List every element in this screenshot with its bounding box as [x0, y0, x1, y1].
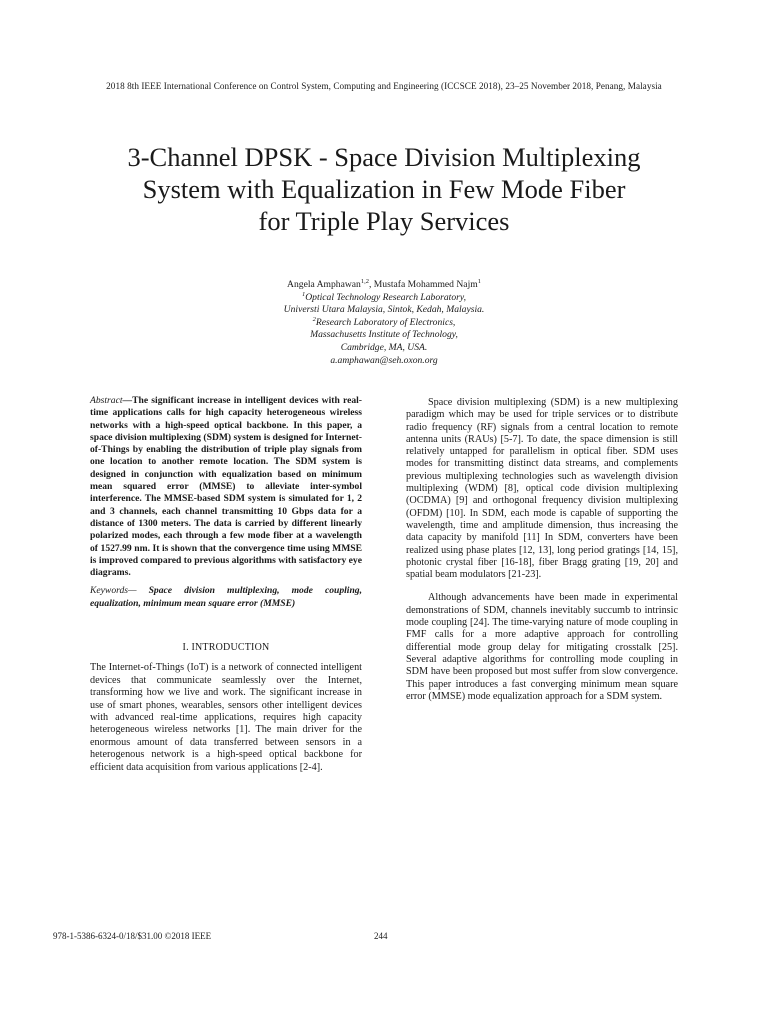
affiliation-2-line-3: Cambridge, MA, USA.	[340, 341, 428, 353]
author-2-affiliation-mark: 1	[477, 277, 481, 285]
page-number: 244	[374, 931, 388, 941]
abstract-lead: Abstract	[90, 395, 123, 406]
author-2-name: Mustafa Mohammed Najm	[373, 279, 478, 290]
paper-title	[60, 141, 708, 237]
left-column	[90, 395, 362, 774]
conference-header: 2018 8th IEEE International Conference on Control System, Computing and Engineering (ICCSCE 2018), 23–25 November 2018, Penang, Malaysia	[106, 81, 662, 91]
section-heading-introduction: I. INTRODUCTION	[182, 642, 270, 654]
introduction-paragraph-1: The Internet-of-Things (IoT) is a network of connected intelligent devices that communicate seamlessly over the Internet, transforming how we live and work. The significant increase in use of smart phones, wearables, sensors other intelligent devices with advanced real-time applications, requires high capacity heterogeneous wireless networks [1]. The main driver for the enormous amount of data transferred between sensors in a heterogenous network is a high-speed optical backbone for efficient data acquisition from various applications [2-4].	[90, 662, 362, 773]
affiliation-1-name: Optical Technology Research Laboratory,	[305, 291, 467, 303]
abstract-text: —The significant increase in intelligent devices with real-time applications calls for high capacity heterogeneous wireless networks with a high-speed optical backbone. In this paper, a space division multiplexing (SDM) system is designed for Internet-of-Things by enabling the distribution of triple play signals from one location to another remote location. The SDM system is designed in conjunction with equalization based on minimum mean squared error (MMSE) to alleviate inter-symbol interference. The MMSE-based SDM system is simulated for 1, 2 and 3 channels, each channel transmitting 10 Gbps data for a distance of 1300 meters. The data is carried by different linearly polarized modes, each through a few mode fiber at a wavelength of 1527.99 nm. It is shown that the convergence time using MMSE is improved compared to previous algorithms with satisfactory eye diagrams.	[90, 395, 362, 579]
author-1-name: Angela Amphawan	[287, 279, 361, 290]
right-column	[406, 397, 678, 703]
keywords	[90, 585, 362, 610]
title-line-3: for Triple Play Services	[258, 206, 510, 236]
affiliation-2-mark: 2	[312, 315, 316, 323]
keywords-lead: Keywords—	[90, 585, 137, 597]
author-line	[184, 279, 584, 292]
author-block	[184, 279, 584, 367]
author-email: a.amphawan@seh.oxon.org	[330, 354, 438, 366]
affiliation-2-name: Research Laboratory of Electronics,	[315, 316, 456, 328]
right-paragraph-1: Space division multiplexing (SDM) is a new multiplexing paradigm which may be used for triple services or to distribute radio frequency (RF) signals from a central location to remote antenna units (RAUs) [5-7]. To date, the space dimension is still relatively untapped for parallelism in optical fiber. SDM uses modes for transmitting distinct data streams, and complements previous multiplexing technologies such as wavelength division multiplexing (WDM) [8], optical code division multiplexing (OCDMA) [9] and orthogonal frequency division multiplexing (OFDM) [10]. In SDM, each mode is capable of supporting the wavelength, time and amplitude dimension, thus increasing the data capacity by manifold [11] In SDM, converters have been realized using phase plates [12, 13], long period gratings [14, 15], photonic crystal fiber [16-18], fiber Bragg grating [19, 20] and spatial beam modulators [21-23].	[406, 397, 678, 581]
abstract	[90, 395, 362, 579]
affiliation-1-line-2: Universti Utara Malaysia, Sintok, Kedah, Malaysia.	[283, 304, 485, 316]
title-line-1: 3-Channel DPSK - Space Division Multiplexing	[127, 142, 641, 172]
affiliation-2-line-2: Massachusetts Institute of Technology,	[310, 329, 458, 341]
copyright-footer: 978-1-5386-6324-0/18/$31.00 ©2018 IEEE	[53, 931, 212, 941]
title-line-2: System with Equalization in Few Mode Fiber	[142, 174, 626, 204]
affiliation-2-line-1	[184, 317, 584, 330]
right-paragraph-2: Although advancements have been made in experimental demonstrations of SDM, channels inevitably succumb to intrinsic mode coupling [24]. The time-varying nature of mode coupling in FMF calls for a more adaptive approach for controlling differential mode group delay for mitigating crosstalk [25]. Several adaptive algorithms for controlling mode coupling in SDM have been proposed but most suffer from slow convergence. This paper introduces a fast converging minimum mean square error (MMSE) mode equalization approach for a SDM system.	[406, 592, 678, 702]
affiliation-1-mark: 1	[301, 290, 306, 298]
author-1-affiliation-mark: 1,2	[360, 277, 369, 285]
keywords-text: Space division multiplexing, mode coupling, equalization, minimum mean square error (MMSE)	[90, 585, 362, 609]
author-separator: ,	[368, 279, 374, 290]
affiliation-1-line-1	[184, 292, 584, 305]
